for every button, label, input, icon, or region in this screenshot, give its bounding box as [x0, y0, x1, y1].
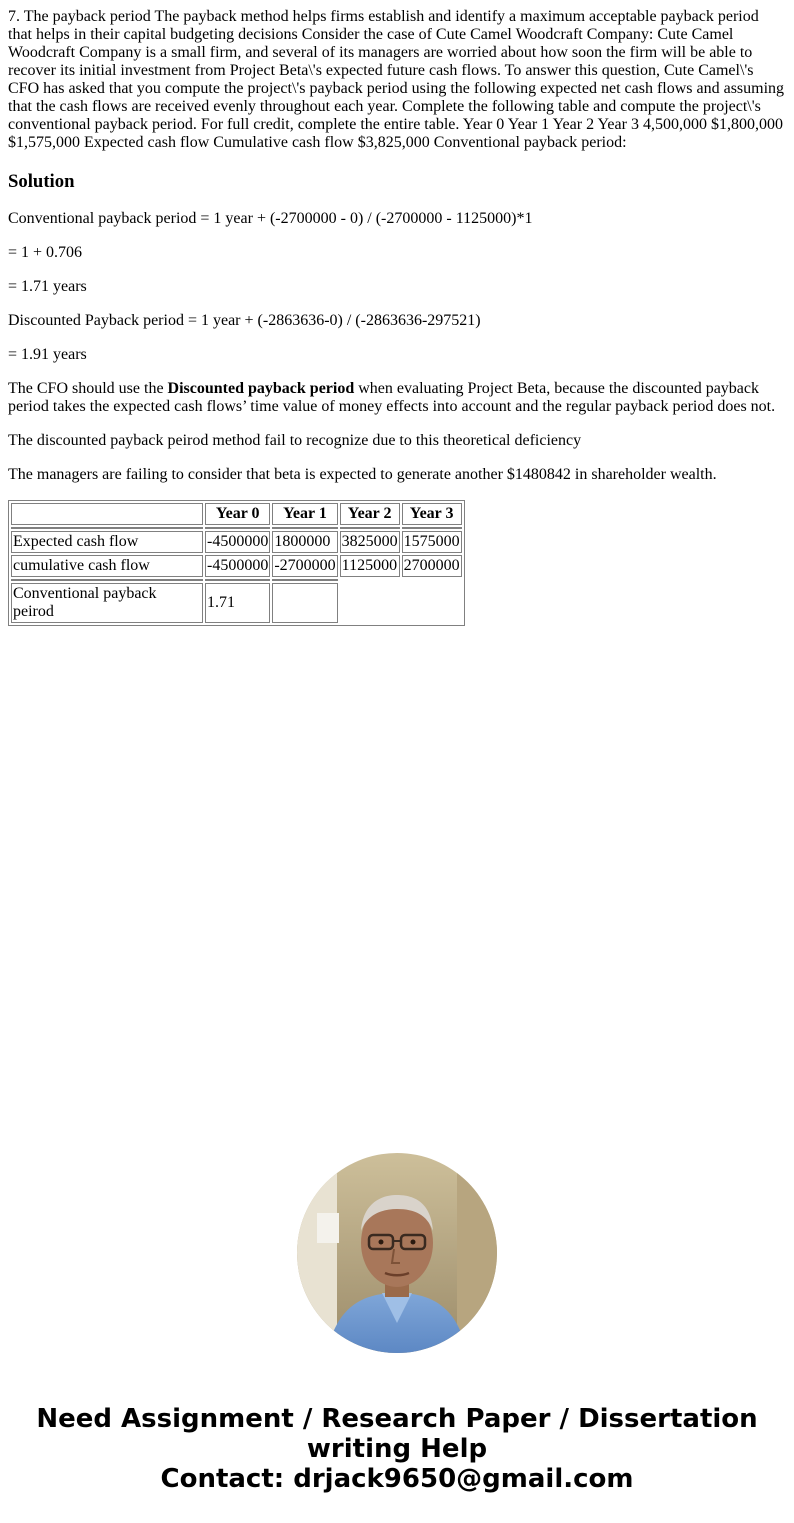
table-row: [11, 555, 462, 577]
table-cell: -4500000: [205, 531, 270, 553]
cfo-text-bold: Discounted payback period: [167, 380, 355, 397]
cfo-recommendation: [8, 380, 786, 416]
table-cell: 2700000: [402, 555, 462, 577]
payback-value: 1.71: [205, 583, 270, 623]
person-photo-icon: [297, 1153, 497, 1353]
cfo-text-after: when evaluating Project Beta, because the discounted payback period takes the expected cash flows’ time value of money effects into account and the regular payback period does not.: [8, 380, 776, 415]
row-label-cumulative: cumulative cash flow: [11, 555, 203, 577]
cash-flow-table: [8, 500, 465, 626]
table-separator-cell: [402, 527, 462, 529]
promo-banner: [0, 1404, 794, 1494]
solution-line-5: = 1.91 years: [8, 346, 87, 363]
solution-line-2: = 1 + 0.706: [8, 244, 83, 261]
table-separator-cell: [340, 527, 400, 529]
table-cell: 1125000: [340, 555, 400, 577]
table-cell: 3825000: [340, 531, 400, 553]
table-separator: [11, 579, 462, 581]
table-header-empty: [11, 503, 203, 525]
table-header-year-2: Year 2: [340, 503, 400, 525]
payback-empty-cell: [272, 583, 337, 623]
table-header-year-0: Year 0: [205, 503, 270, 525]
table-row: [11, 531, 462, 553]
table-separator-cell: [205, 527, 270, 529]
table-separator-cell: [11, 579, 203, 581]
table-cell: -2700000: [272, 555, 337, 577]
table-header-year-3: Year 3: [402, 503, 462, 525]
question-text: 7. The payback period The payback method helps firms establish and identify a maximum acceptable payback period that helps in their capital budgeting decisions Consider the case of Cute Camel Woodcraft Company: Cute Camel Woodcraft Company is a small firm, and several of its managers are worried about how soon the firm will be able to recover its initial investment from Project Beta\'s expected future cash flows. To answer this question, Cute Camel\'s CFO has asked that you compute the project\'s payback period using the following expected net cash flows and assuming that the cash flows are received evenly throughout each year. Complete the following table and compute the project\'s conventional payback period. For full credit, complete the entire table. Year 0 Year 1 Year 2 Year 3 4,500,000 $1,800,000 $1,575,000 Expected cash flow Cumulative cash flow $3,825,000 Conventional payback period:: [8, 8, 785, 151]
solution-heading: Solution: [8, 171, 75, 192]
row-label-expected: Expected cash flow: [11, 531, 203, 553]
table-separator-cell: [205, 579, 270, 581]
table-header-row: [11, 503, 462, 525]
table-header-year-1: Year 1: [272, 503, 337, 525]
table-cell: 1800000: [272, 531, 337, 553]
promo-line-1: Need Assignment / Research Paper / Dissertation: [36, 1404, 758, 1434]
table-row-payback: [11, 583, 462, 623]
table-cell: -4500000: [205, 555, 270, 577]
table-separator-cell: [11, 527, 203, 529]
main-content: [8, 8, 786, 626]
promo-contact: Contact: drjack9650@gmail.com: [160, 1464, 634, 1494]
table-separator-cell: [272, 527, 337, 529]
table-separator-cell: [272, 579, 337, 581]
cfo-text-before: The CFO should use the: [8, 380, 168, 397]
managers-text: The managers are failing to consider that beta is expected to generate another $1480842 in shareholder wealth.: [8, 466, 717, 483]
solution-line-1: Conventional payback period = 1 year + (-2700000 - 0) / (-2700000 - 1125000)*1: [8, 210, 533, 227]
avatar: [297, 1153, 497, 1353]
solution-line-4: Discounted Payback period = 1 year + (-2863636-0) / (-2863636-297521): [8, 312, 481, 329]
solution-line-3: = 1.71 years: [8, 278, 87, 295]
table-cell: 1575000: [402, 531, 462, 553]
row-label-payback: Conventional payback peirod: [11, 583, 203, 623]
deficiency-text: The discounted payback peirod method fail to recognize due to this theoretical deficiency: [8, 432, 582, 449]
table-separator: [11, 527, 462, 529]
promo-line-2: writing Help: [306, 1434, 488, 1464]
